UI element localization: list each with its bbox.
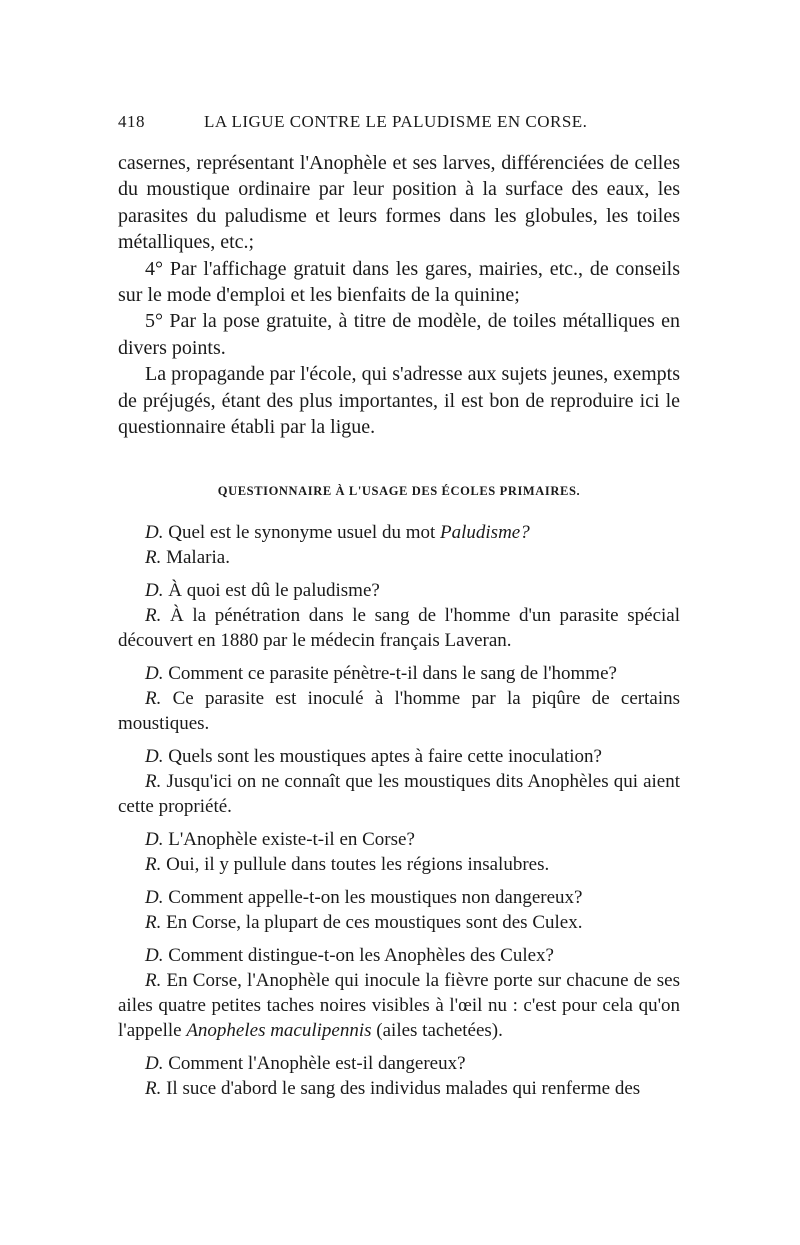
answer-text: En Corse, la plupart de ces moustiques sont des Culex. bbox=[166, 912, 583, 933]
question-term: Paludisme? bbox=[440, 522, 530, 543]
question-label: D. bbox=[145, 663, 164, 684]
question-text: Comment distingue-t-on les Anophèles des Culex? bbox=[168, 945, 554, 966]
questionnaire bbox=[118, 520, 680, 1101]
species-name: Anopheles maculipennis bbox=[186, 1020, 372, 1041]
section-title: QUESTIONNAIRE À L'USAGE DES ÉCOLES PRIMAIRES. bbox=[217, 484, 581, 498]
answer-text: À la pénétration dans le sang de l'homme d'un parasite spécial découvert en 1880 par le médecin français Laveran. bbox=[118, 605, 681, 651]
answer-text: Il suce d'abord le sang des individus malades qui renferme des bbox=[166, 1078, 641, 1099]
answer bbox=[118, 603, 680, 653]
paragraph-item-5: 5° Par la pose gratuite, à titre de modèle, de toiles métalliques en divers points. bbox=[118, 310, 680, 359]
body-text bbox=[118, 150, 680, 440]
paragraph-propagande: La propagande par l'école, qui s'adresse aux sujets jeunes, exempts de préjugés, étant des plus importantes, il est bon de reproduire ici le questionnaire établi par la ligue. bbox=[118, 363, 680, 439]
question-text: Comment appelle-t-on les moustiques non dangereux? bbox=[168, 887, 583, 908]
question bbox=[118, 744, 680, 769]
question bbox=[118, 943, 680, 968]
question bbox=[118, 520, 680, 545]
answer-text-end: (ailes tachetées). bbox=[371, 1020, 503, 1041]
answer-label: R. bbox=[145, 605, 162, 626]
page-number: 418 bbox=[118, 112, 145, 131]
question-text: Quels sont les moustiques aptes à faire cette inoculation? bbox=[168, 746, 602, 767]
answer-label: R. bbox=[145, 1078, 162, 1099]
answer-label: R. bbox=[145, 970, 162, 991]
question-label: D. bbox=[145, 580, 164, 601]
question bbox=[118, 661, 680, 686]
question-label: D. bbox=[145, 887, 164, 908]
question bbox=[118, 885, 680, 910]
answer-label: R. bbox=[145, 771, 162, 792]
question-label: D. bbox=[145, 945, 164, 966]
answer-text: Ce parasite est inoculé à l'homme par la piqûre de certains moustiques. bbox=[118, 688, 681, 734]
answer bbox=[118, 910, 680, 935]
question-label: D. bbox=[145, 746, 164, 767]
answer-label: R. bbox=[145, 854, 162, 875]
question-text: L'Anophèle existe-t-il en Corse? bbox=[168, 829, 415, 850]
answer-text: Jusqu'ici on ne connaît que les moustiques dits Anophèles qui aient cette propriété. bbox=[118, 771, 680, 817]
answer-label: R. bbox=[145, 912, 162, 933]
answer-text: Malaria. bbox=[166, 547, 230, 568]
question-label: D. bbox=[145, 522, 164, 543]
answer-text: Oui, il y pullule dans toutes les régions insalubres. bbox=[166, 854, 550, 875]
question-text: Quel est le synonyme usuel du mot bbox=[168, 522, 441, 543]
question bbox=[118, 827, 680, 852]
question-label: D. bbox=[145, 1053, 164, 1074]
question-text: Comment ce parasite pénètre-t-il dans le sang de l'homme? bbox=[168, 663, 617, 684]
question bbox=[118, 578, 680, 603]
answer bbox=[118, 686, 680, 736]
answer bbox=[118, 1076, 680, 1101]
paragraph-continuation: casernes, représentant l'Anophèle et ses larves, différenciées de celles du moustique ordinaire par leur position à la surface des eaux, les parasites du paludisme et leurs formes dans les globules, les toiles métalliques, etc.; bbox=[118, 152, 680, 254]
question-text: Comment l'Anophèle est-il dangereux? bbox=[168, 1053, 466, 1074]
answer-label: R. bbox=[145, 547, 162, 568]
paragraph-item-4: 4° Par l'affichage gratuit dans les gares, mairies, etc., de conseils sur le mode d'emploi et les bienfaits de la quinine; bbox=[118, 257, 680, 307]
answer bbox=[118, 968, 680, 1043]
question-text: À quoi est dû le paludisme? bbox=[168, 580, 380, 601]
question-label: D. bbox=[145, 829, 164, 850]
answer-text: En Corse, l'Anophèle qui inocule la fièvre porte sur chacune de ses ailes quatre petites taches noires visibles à l'œil nu : c'est pour cela qu'on l'appelle bbox=[118, 970, 680, 1041]
answer bbox=[118, 852, 680, 877]
answer bbox=[118, 545, 680, 570]
answer-label: R. bbox=[145, 688, 162, 709]
running-title: LA LIGUE CONTRE LE PALUDISME EN CORSE. bbox=[204, 112, 588, 131]
answer bbox=[118, 769, 680, 819]
question bbox=[118, 1051, 680, 1076]
